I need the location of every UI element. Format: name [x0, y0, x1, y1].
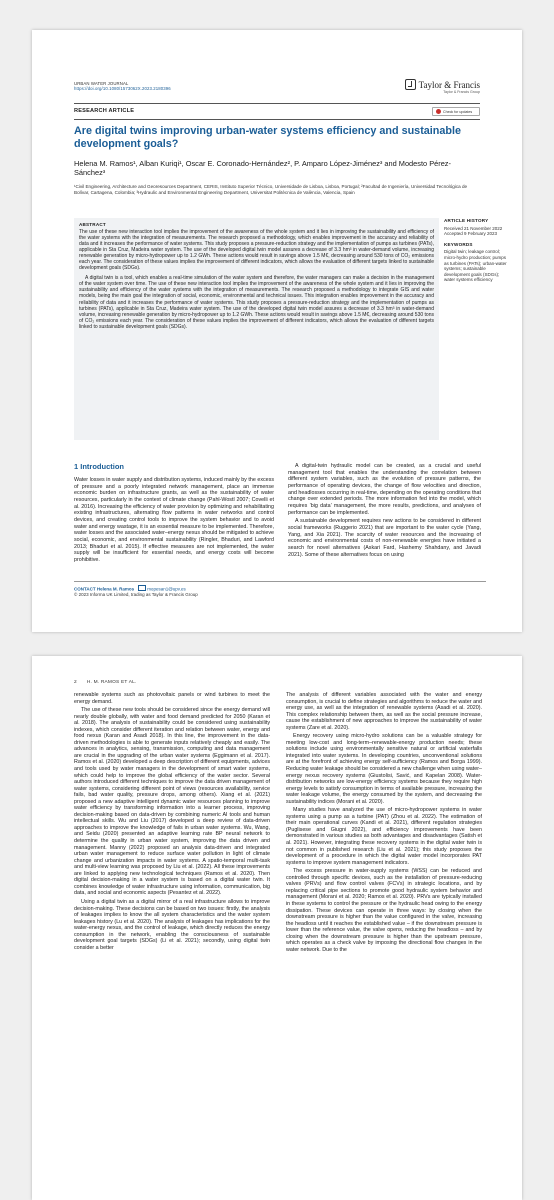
body-column-right — [288, 463, 481, 560]
contact-email-link[interactable]: mopesan1@upv.es — [147, 586, 186, 592]
article-sidebar — [444, 218, 508, 288]
running-header — [74, 680, 137, 685]
body-paragraph: Energy recovery using micro-hydro solutions can be a valuable strategy for meeting low-cost and long-term–renewable-energy production needs; these solutions include using environmentally sensitive natural or artificial waterfalls integrated into water systems. In developing countries, unconventional solutions are at the forefront of achieving energy self-sufficiency (Ramos and Borga 1999). Reducing water leakage should be considered a new challenge when using water–energy nexus recovery systems (Giustolisi, Savić, and Kapelan 2008). Water-distribution networks are low-energy efficiency systems because they require high energy levels to satisfy consumption in terms of available pressure, increasing the water leakage volume, the energy consumed by the system, and decreasing the sustainability indices (Morani et al. 2020). — [286, 733, 482, 805]
keywords-heading: KEYWORDS — [444, 241, 473, 247]
author-list: Helena M. Ramos¹, Alban Kuriqi¹, Oscar E. Coronado-Hernández², P. Amparo López-Jiménez³ and Modesto Pérez-Sánchez³ — [74, 159, 451, 177]
publisher-logo-icon — [405, 79, 416, 90]
accepted-date: Accepted 9 February 2023 — [444, 231, 498, 237]
history-heading: ARTICLE HISTORY — [444, 218, 489, 223]
contact-label: CONTACT Helena M. Ramos — [74, 586, 135, 592]
check-updates-icon — [436, 109, 441, 114]
body-column-left — [74, 692, 270, 953]
journal-name: URBAN WATER JOURNAL — [74, 81, 129, 86]
contact-footer — [74, 581, 486, 598]
section-heading: 1 Introduction — [74, 462, 124, 471]
received-date: Received 21 November 2022 — [444, 225, 503, 231]
copyright-notice: © 2023 Informa UK Limited, trading as Taylor & Francis Group — [74, 592, 198, 598]
abstract-paragraph: A digital twin is a tool, which enables a real-time simulation of the water system and therefore, the water managers can make a decision in the management of the water system over time. The use of these new interaction tool implies the improvement of the awareness of the whole system and it lies in improving the sustainability and efficiency of the water systems with the integration of measurements. The research proposed a methodology to integrate GIS and water models, being the main goal the integration of social, economic, environmental and technical issues. This integration enables improvement in the accuracy and reliability of data and it increases the performance of water systems. This study proposes a pressure-reduction strategy and the implementation of pumps as turbines (PATs), applicable in Sta Cruz, Madeira water system. The use of the developed digital twin model assures a decrease of 3.3 hm³ in water-demand volume, increasing renewable generation by micro-hydropower up to 1.2 GWh. These actions would result in savings above 1.5 M€, decreasing around 530 tons of CO₂ emissions each year. The consideration of these values implies the improvement of different indicators, which allows the evaluation of different targets linked to sustainable development goals (SDGs). — [79, 275, 434, 330]
publisher-group: Taylor & Francis Group — [443, 90, 480, 94]
affiliations: ¹Civil Engineering, Architecture and Georesources Department, CERIS, Instituto Superior Técnico, Universidade de Lisboa, Lisboa, Portugal; ²Facultad de Ingeniería, Universidad Tecnológica de Bolívar, Cartagena, Colombia; ³Hydraulic and Environmental Engineering Department, Universitat Politècnica de València, Valencia, Spain — [74, 184, 468, 195]
page-number: 2 — [74, 680, 77, 685]
body-paragraph: Using a digital twin as a digital mirror of a real infrastructure allows to improve decision-making. These decisions can be based on two issues: firstly, the analysis of leakages implies to know the all system characteristics and the water system leakages history (Lu et al. 2020). The analysis of leakages has implications for the water-energy nexus, and the control of leakage, which directly reduces the energy consumption in the network, enabling the consciousness of sustainable development goal targets (SDGs) (Li et al. 2021); secondly, using digital twin consider a better — [74, 898, 270, 951]
publisher-name: Taylor & Francis — [418, 79, 480, 90]
body-paragraph: The excess pressure in water-supply systems (WSS) can be reduced and controlled through specific devices, such as the installation of pressure-reducing valves (PRVs) and flow control valves (FCVs) in strategic locations, and by replacing critical pipe sections to promote good hydraulic system behavior and management (Morani et al. 2020; Ramos et al. 2020). PRVs are typically installed in these systems to control the pressure or the hydraulic head owing to the energy dissipation. These devices can operate in three ways: by closing when the downstream pressure is higher than the value configured in the valve, increasing the headloss until it reaches the established value – if the downstream pressure is lower than the reference value, the valve opens, reducing the headloss – and by closing when the downstream pressure is higher than the upstream pressure, which operates as a check valve by imposing the directional flow changes in the water network. Due to the — [286, 868, 482, 953]
running-head: H. M. RAMOS ET AL. — [86, 680, 137, 685]
type-rule — [74, 119, 480, 120]
keywords-text: Digital twin; leakage control; micro-hydro production; pumps as turbines (PATs); urban-water systems; sustainable development goals (SDGs); water systems efficiency — [444, 249, 507, 283]
body-paragraph: The use of these new tools should be considered since the energy demand will nearly double globally, with water and food demand predicted for 2050 (Karan et al. 2018). The analysis of sustainability could be considered using sustainability indexes, which consider different iteration and relation between water, energy and food nexus (Karan and Asadi 2018). In this line, the improvement in the data-driven methodologies is able to generate inputs relatively cheaply and easily. The advances in analytics, sensing, transmission, computing and data management are crucial in the upgrading of the urban water systems (Eggimann et al. 2017). Ramos et al. (2020) developed a deep description of different equipments, advices and tools used by water managers in the development of smart water systems, which could help to improve the global efficiency of the water sector. Several authors introduced different techniques to improve the data driven management of water systems, considering different point of views (resources availability, service fails, bad water quality, pressure drops, among others). Xiang et al. (2021) proposed a new adaptive intelligent dynamic water resources planning to improve water efficiency by transforming information into a learner process, improving decision-making based on data-driven by combining numeric AI tools and human intellectual skills. Wu and Liu (2017) developed a deep review of data-driven approaches to improve the knowledge of fails in urban water systems. Wu, Wang, and Seidu (2020) presented an adaptive learning rate BP neural network to determine the quality in urban water system, improving the data driven and management. Manny (2022) proposed an analysis data-driven and integrated urban water management to reduce surface water pollution in light of climate change and urbanization impacts in water systems. A spatio-temporal multi-task and multi-view learning was proposed by Liu et al. (2022). All these improvements are linked to applying new technological techniques (Ramos et al. 2020). Then digital decision-making in a water system is based on a digital water twin. It combines knowledge of water infrastructure using information, communication, big data, and social and economic aspects (Pesantez et al. 2022). — [74, 707, 270, 897]
body-column-left — [74, 477, 274, 566]
body-paragraph: A digital-twin hydraulic model can be created, as a crucial and useful management tool that enables the understanding the correlation between different system variables, such as the evolution of pressure patterns, the performance of operating devices, the change of flow velocities and direction, and headlosses occurring in real-time, depending on the operating conditions that change over extended periods. The more information fed into the model, which requires ‘big data’ management, the more results, predictions, and analyses of performance can be implemented. — [288, 463, 481, 516]
check-updates-label: Check for updates — [443, 109, 473, 114]
page-2 — [32, 656, 522, 1200]
abstract-paragraph: The use of these new interaction tool implies the improvement of the awareness of the whole system and it lies in improving the sustainability and efficiency of the water systems with the integration of measurements. The research proposed a methodology, which enables improvement in the accuracy and reliability of data and it increases the performance of water systems. This study proposes a pressure-reduction strategy and the implementation of pumps as turbines (PATs), applicable in Sta Cruz, Madeira water system. The use of the developed digital twin model assures a decrease of 3.3 hm³ in water-demand volume, increasing renewable generation by micro-hydropower up to 1.2 GWh. These actions would result in savings above 1.5 M€, decreasing around 530 tons of CO₂ emissions each year. The consideration of these values implies the improvement of different indicators, which allows the evaluation of different targets linked to sustainable development goals (SDGs). — [79, 229, 434, 272]
publisher-logo — [405, 79, 480, 94]
article-type: RESEARCH ARTICLE — [74, 108, 135, 114]
body-paragraph: A sustainable development requires new actions to be considered in different social frameworks (Ruggerio 2021) that are important to the water cycle (Yang, Yang, and Xia 2021). The scarcity of water resources and the increasing of economic and environmental costs of non-renewable energies have initiated a search for novel alternatives (Askari Fard, Hashemy Shahdany, and Javadi 2021). Some of these alternatives focus on using — [288, 518, 481, 558]
check-updates-button[interactable] — [432, 107, 480, 116]
article-title: Are digital twins improving urban-water systems efficiency and sustainable development goals? — [74, 125, 461, 150]
header-rule — [74, 103, 480, 104]
body-paragraph: The analysis of different variables associated with the water and energy consumption, is crucial to define strategies and algorithms to reduce the water and energy use, as well as the integration of renewable systems (Asadi et al. 2020). This complex relationship between them, as well as the social pressure increase, cause the establishment of new approaches to improve the sustainability of water systems (Zare et al. 2020). — [286, 692, 482, 731]
body-column-right — [286, 692, 482, 955]
abstract-text — [79, 229, 434, 330]
body-paragraph: renewable systems such as photovoltaic panels or wind turbines to meet the energy demand. — [74, 692, 270, 705]
abstract-box — [74, 218, 439, 440]
body-paragraph: Water losses in water supply and distribution systems, induced mainly by the excess of pressure and a poorly integrated network management, place an immense economic burden on infrastructure grants, as well as the sustainability of water resources, particularly in the context of climate change (Pahl-Wostl 2007; Covelli et al. 2016). Increasing the efficiency of water provision by optimizing and rehabilitating existing infrastructures, alternating flow patterns in water networks and control devices, and creating control tools to improve the system behavior and to avoid water and energy wastage, it is an essential measure to be implemented. Therefore, water losses and the associated water–energy nexus should be mitigated to achieve social, economic, and environmental sustainability (Ringler, Bhaduri, and Lawford 2013; Bhaduri et al. 2015). If effective measures are not implemented, the water supply will be insufficient for essential needs, and energy costs will become prohibitive. — [74, 477, 274, 563]
body-paragraph: Many studies have analyzed the use of micro-hydropower systems in water systems using a pump as a turbine (PAT) (Zhou et al. 2022). The estimation of their main operational curves (Kandi et al. 2021), different regulation strategies (Puglisese and Giugni 2022), and efficiency improvements have been demonstrated in various studies as both advantages and disadvantages (Satish et al. 2021). However, integrating these recovery systems in the digital water twin is not common in published research (Liu et al. 2021); this study proposes the development of a procedure in which the digital water model incorporates PAT systems to improve system management indicators. — [286, 807, 482, 866]
abstract-heading: ABSTRACT — [79, 222, 106, 227]
doi-link[interactable]: https://doi.org/10.1080/1573062X.2023.2180396 — [74, 86, 171, 92]
page-1 — [32, 30, 522, 632]
journal-header — [74, 81, 171, 92]
email-icon — [138, 585, 146, 591]
